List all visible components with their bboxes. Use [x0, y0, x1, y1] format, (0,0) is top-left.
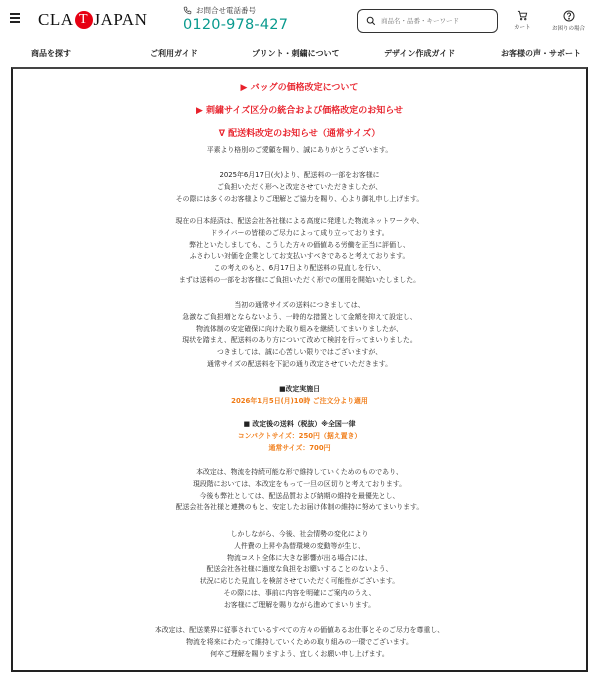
help-button[interactable] [552, 10, 585, 32]
nav-item-design-guide[interactable]: デザイン作成ガイド [384, 49, 456, 58]
help-icon [563, 10, 575, 22]
search-box[interactable] [357, 9, 498, 33]
fee-label: ■ 改定後の送料（税抜）※全国一律 [243, 420, 356, 428]
cart-icon [517, 10, 528, 21]
effective-date: 2026年1月5日(月)10時 ご注文分より適用 [231, 396, 368, 405]
bag-price-link[interactable]: ▶ バッグの価格改定について [240, 83, 359, 93]
phone-label: お問合せ電話番号 [196, 6, 256, 15]
embroidery-price-link[interactable]: ▶ 刺繍サイズ区分の統合および価格改定のお知らせ [195, 106, 404, 116]
nav-item-guide[interactable]: ご利用ガイド [150, 49, 198, 58]
paragraph-3: 当初の通常サイズの送料につきましては、 急激なご負担増とならないよう、一時的な措置として金額を抑えて設定し、 物流体制の安定確保に向けた取り組みを継続してまいりましたが、 現状を踏まえ、配送料のあり方について改めて検討を行ってまいりました。 つきましては、誠に心苦しい限りではございますが、 通常サイズの配送料を下記の通り改定させていただきます。 [182, 301, 417, 368]
logo-t-circle: T [75, 11, 93, 29]
cart-label: カート [514, 25, 531, 31]
phone-icon [183, 6, 192, 15]
site-header [0, 0, 600, 42]
search-input[interactable] [381, 17, 491, 25]
help-label: お困りの場合 [552, 26, 586, 32]
effective-date-section [13, 384, 586, 408]
logo-text-right: JAPAN [93, 10, 148, 29]
nav-item-support[interactable]: お客様の声・サポート [501, 49, 581, 58]
main-nav [0, 46, 600, 64]
logo[interactable] [38, 10, 147, 30]
cart-button[interactable] [514, 10, 531, 31]
nav-item-products[interactable]: 商品を探す [31, 49, 71, 58]
paragraph-5: しかしながら、今後、社会情勢の変化により 人件費の上昇や為替環境の変動等が生じ、 物流コスト全体に大きな影響が出る場合には、 配送会社各社様に過度な負担をお願いすることのないよう、 状況に応じた見直しを検討させていただく可能性がございます。 その際には、事前に内容を明確にご案内のうえ、 お客様にご理解を賜りながら進めてまいります。 [199, 530, 400, 609]
phone-number[interactable]: 0120-978-427 [183, 17, 289, 33]
logo-text-left: CLA [38, 10, 74, 29]
paragraph-4: 本改定は、物流を持続可能な形で維持していくためのものであり、 現段階においては、本改定をもって一旦の区切りと考えております。 今後も弊社としては、配送品質および納期の維持を最優先とし、 配送会社各社様と連携のもと、安定したお届け体制の維持に努めてまいります。 [175, 468, 424, 512]
paragraph-2: 現在の日本経済は、配送会社各社様による高度に発達した物流ネットワークや、 ドライバーの皆様のご尽力によって成り立っております。 弊社といたしましても、こうした方々の価値ある労働を正当に評価し、 ふさわしい対価を企業としてお支払いすべきであると考えております。 この考えのもと、6月17日より配送料の見直しを行い、 まずは送料の一部をお客様にご負担いただく形での運用を開始いたしました。 [175, 217, 424, 284]
notice-box [11, 67, 588, 672]
search-icon[interactable] [366, 16, 376, 26]
greeting: 平素より格別のご愛顧を賜り、誠にありがとうございます。 [206, 146, 393, 154]
menu-icon[interactable] [10, 13, 20, 23]
paragraph-6: 本改定は、配送業界に従事されているすべての方々の価値あるお仕事とそのご尽力を尊重し、 物流を将来にわたって維持していくための取り組みの一環でございます。 何卒ご理解を賜りますよう、宜しくお願い申し上げます。 [154, 626, 445, 658]
fee-normal: 通常サイズ：700円 [268, 443, 331, 452]
fee-compact: コンパクトサイズ：250円（据え置き） [237, 431, 362, 440]
fee-section [13, 419, 586, 454]
phone-contact [183, 5, 288, 33]
paragraph-1: 2025年6月17日(火)より、配送料の一部をお客様に ご負担いただく形へと改定させていただきましたが、 その際には多くのお客様よりご理解とご協力を賜り、心より御礼申し上げます。 [175, 171, 424, 203]
nav-item-print-embroidery[interactable]: プリント・刺繍について [252, 49, 340, 58]
shipping-notice-title: ∇ 配送料改定のお知らせ（通常サイズ） [218, 129, 381, 139]
effective-date-label: ■改定実施日 [279, 385, 320, 393]
